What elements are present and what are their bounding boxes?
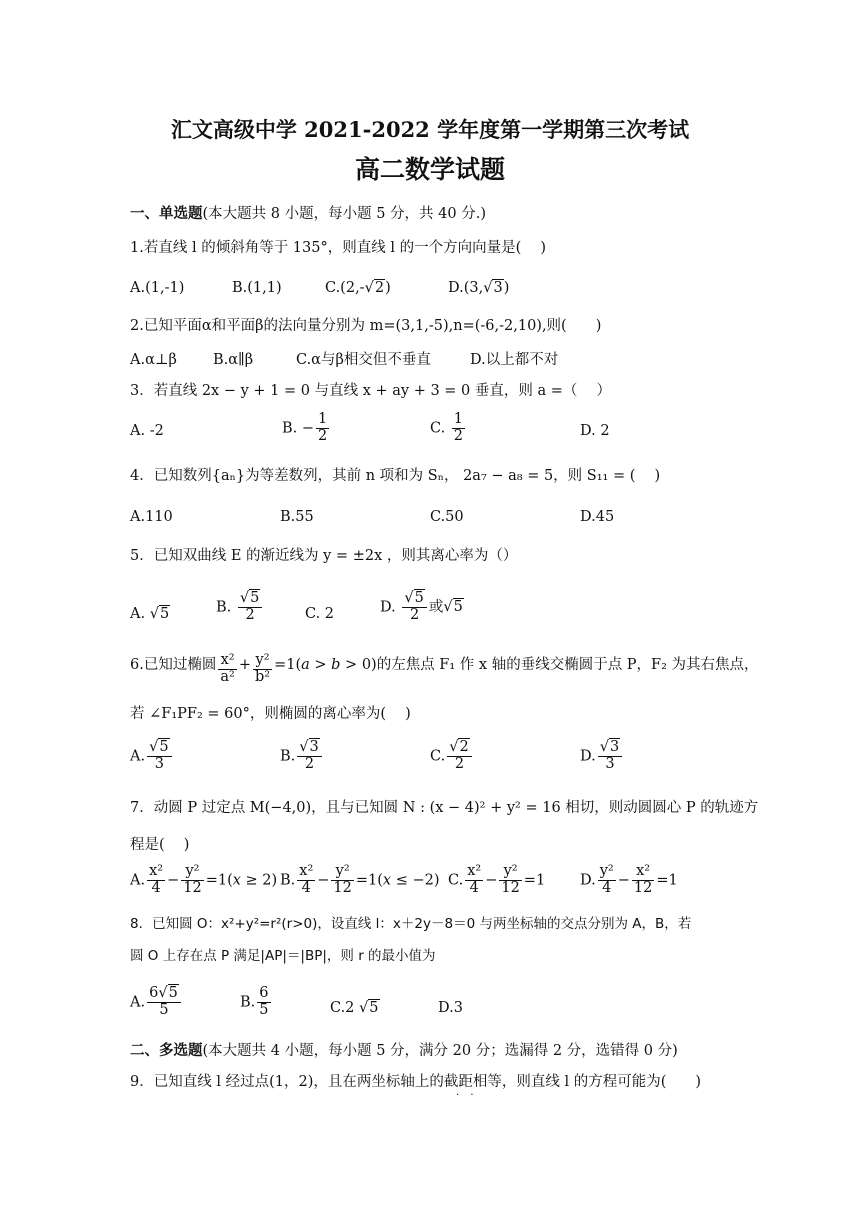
question-1: 1.若直线 l 的倾斜角等于 135°，则直线 l 的一个方向向量是( ) (130, 240, 547, 256)
q6-prefix: 6.已知过椭圆 (130, 656, 217, 673)
q5-option-d: D. $\frac{√5}{2}$ 或√5 (380, 590, 463, 623)
emphasis-dots: · · (456, 1090, 478, 1101)
q8-option-c-label: C.2 (330, 1000, 355, 1016)
q8-option-d: D.3 (438, 1000, 463, 1016)
question-3: 3．若直线 2x − y + 1 = 0 与直线 x + ay + 3 = 0 垂直，则 a =（ ） (130, 383, 611, 399)
q3-option-b: B. − $\frac{1}{2}$ (282, 411, 328, 444)
q6-option-c: C. $\frac{√2}{2}$ (430, 740, 474, 773)
question-9: 9．已知直线 l 经过点(1，2)，且在两坐标轴上的截距相等，则直线 l 的方程可能为( ) (130, 1074, 702, 1090)
q6-option-d: D. $\frac{√3}{3}$ (580, 740, 624, 773)
question-8-line-2: 圆 O 上存在点 P 满足|AP|＝|BP|，则 r 的最小值为 (130, 948, 436, 964)
q1-option-a: A.(1,-1) (130, 280, 185, 296)
q8-option-b: B. $\frac{6}{5}$ (240, 985, 269, 1018)
q3-option-a: A. -2 (130, 423, 164, 439)
exam-subtitle: 高二数学试题 (354, 155, 505, 184)
q5-option-a: A. √5 (130, 606, 170, 622)
section-single-note: (本大题共 8 小题，每小题 5 分，共 40 分.) (202, 206, 486, 222)
q4-option-c: C.50 (430, 509, 464, 525)
q3-option-d: D. 2 (580, 423, 610, 439)
q2-option-d: D.以上都不对 (470, 352, 559, 368)
exam-title: 汇文高级中学 2021-2022 学年度第一学期第三次考试 (170, 117, 690, 142)
question-4: 4．已知数列{aₙ}为等差数列，其前 n 项和为 Sₙ， 2a₇ − a₈ = 5，则 S₁₁ = ( ) (130, 468, 661, 484)
q6-suffix: 的左焦点 F₁ 作 x 轴的垂线交椭圆于点 P，F₂ 为其右焦点， (376, 656, 759, 673)
q7-option-a: A. $\frac{\text{x²}}{4}$ − $\frac{\text{y²}}{12}$ =1(x ≥ 2) (130, 863, 278, 896)
section-single-label: 一、单选题 (130, 205, 203, 222)
question-6-line-2: 若 ∠F₁PF₂ = 60°，则椭圆的离心率为( ) (130, 706, 411, 722)
q8-option-a: A. $\frac{6√5}{5}$ (130, 986, 183, 1019)
q6-option-a: A. $\frac{√5}{3}$ (130, 740, 174, 773)
section-multi-note: (本大题共 4 小题，每小题 5 分，满分 20 分；选漏得 2 分，选错得 0 分) (202, 1043, 678, 1059)
section-single-heading (130, 204, 486, 224)
q4-option-d: D.45 (580, 509, 615, 525)
q5-option-c: C. 2 (305, 606, 335, 622)
q7-option-d: D. $\frac{\text{y²}}{4}$ − $\frac{\text{x²}}{12}$ =1 (580, 863, 678, 896)
q5-option-b: B. $\frac{√5}{2}$ (216, 591, 264, 624)
q1-option-d: D.(3,√3) (448, 280, 510, 296)
question-6: 6.已知过椭圆 $\frac{\text{x²}}{\text{a²}}$ + $\frac{\text{y²}}{\text{b²}}$ =1(a > b > 0)的左焦点 F₁ 作 x 轴的垂线交椭圆于点 P，F₂ 为其右焦点， (130, 652, 759, 685)
q6-option-b: B. $\frac{√3}{2}$ (280, 740, 324, 773)
q4-option-a: A.110 (130, 509, 173, 525)
section-multi-label: 二、多选题 (130, 1042, 203, 1059)
q2-option-c: C.α与β相交但不垂直 (296, 352, 431, 368)
q2-option-a: A.α⊥β (130, 352, 177, 368)
question-7-line-2: 程是( ) (130, 837, 190, 853)
section-multi-heading (130, 1041, 678, 1061)
question-7: 7．动圆 P 过定点 M(−4,0)，且与已知圆 N : (x − 4)² + y² = 16 相切，则动圆圆心 P 的轨迹方 (130, 800, 759, 816)
question-5: 5．已知双曲线 E 的渐近线为 y = ±2x ，则其离心率为（） (130, 548, 518, 564)
q1-option-b: B.(1,1) (232, 280, 282, 296)
q1-option-c: C.(2,-√2) (325, 280, 391, 296)
question-2: 2.已知平面α和平面β的法向量分别为 m=(3,1,-5),n=(-6,-2,10),则( ) (130, 318, 602, 334)
q3-option-c: C. $\frac{1}{2}$ (430, 411, 464, 444)
q7-option-c: C. $\frac{\text{x²}}{4}$ − $\frac{\text{y²}}{12}$ =1 (448, 863, 546, 896)
q8-option-c: C.2 √5 (330, 1000, 379, 1016)
q7-option-b: B. $\frac{\text{x²}}{4}$ − $\frac{\text{y²}}{12}$ =1(x ≤ −2) (280, 863, 440, 896)
question-8: 8．已知圆 O：x²+y²=r²(r>0)，设直线 l：x＋2y－8＝0 与两坐标轴的交点分别为 A，B，若 (130, 916, 692, 932)
q4-option-b: B.55 (280, 509, 314, 525)
q2-option-b: B.α∥β (213, 352, 254, 368)
